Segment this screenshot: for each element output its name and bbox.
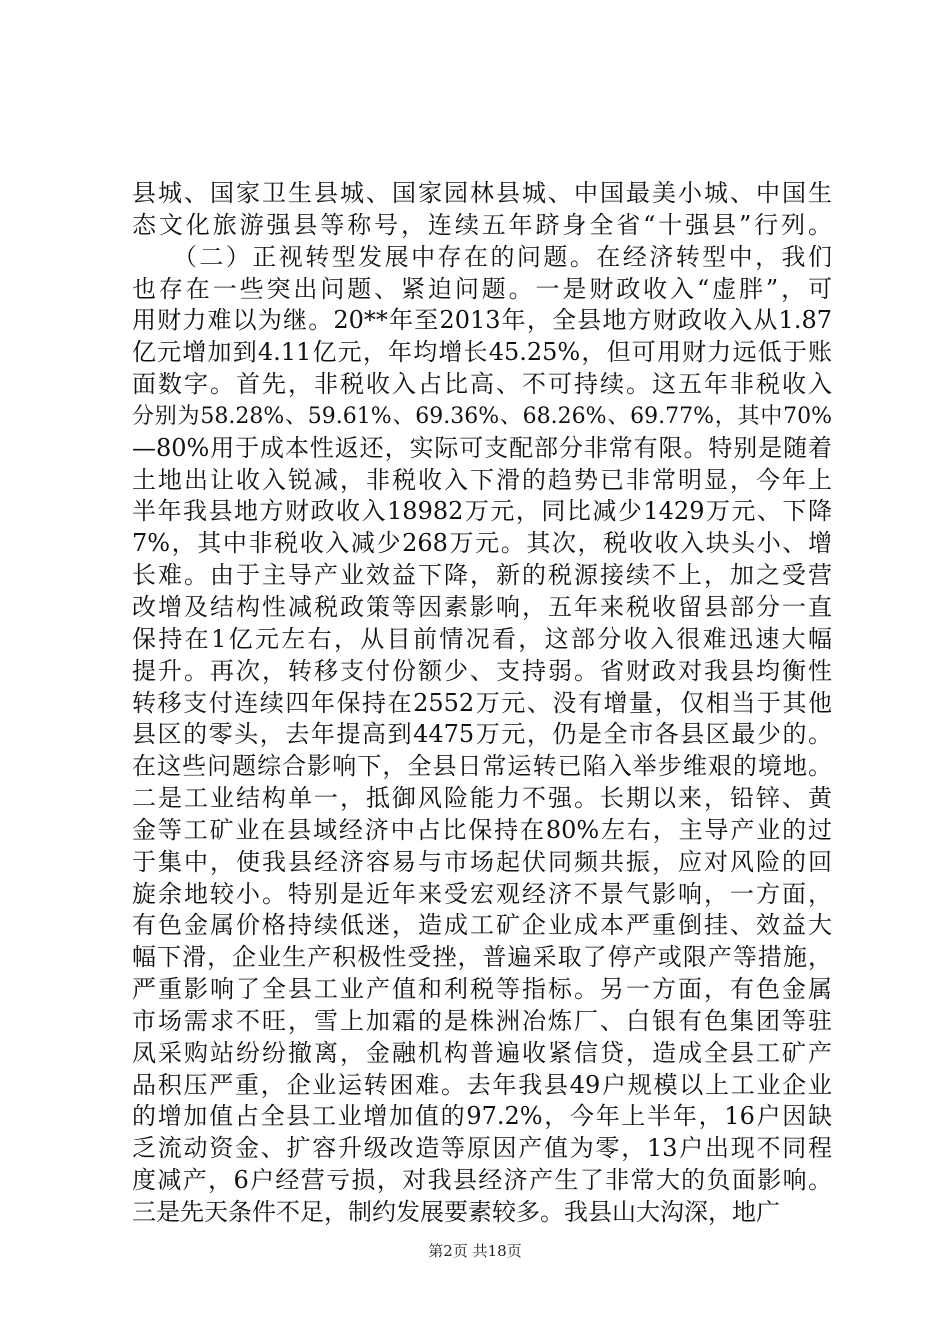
paragraph-line: 态文化旅游强县等称号，连续五年跻身全省“十强县”行列。 bbox=[132, 210, 832, 239]
paragraph-line: 7%，其中非税收入减少268万元。其次，税收收入块头小、增 bbox=[132, 529, 832, 558]
paragraph-line: 的增加值占全县工业增加值的97.2%，今年上半年，16户因缺 bbox=[132, 1102, 832, 1131]
paragraph-line: 半年我县地方财政收入18982万元，同比减少1429万元、下降 bbox=[132, 497, 832, 526]
paragraph-line: 严重影响了全县工业产值和利税等指标。另一方面，有色金属 bbox=[132, 975, 832, 1004]
paragraph-line: 县城、国家卫生县城、国家园林县城、中国最美小城、中国生 bbox=[132, 179, 832, 207]
paragraph-line: 凤采购站纷纷撤离，金融机构普遍收紧信贷，造成全县工矿产 bbox=[132, 1038, 832, 1067]
paragraph-line: 金等工矿业在县域经济中占比保持在80%左右，主导产业的过 bbox=[132, 815, 832, 844]
paragraph-line: 市场需求不旺，雪上加霜的是株洲冶炼厂、白银有色集团等驻 bbox=[132, 1006, 832, 1035]
paragraph-line: 旋余地较小。特别是近年来受宏观经济不景气影响，一方面， bbox=[132, 879, 832, 908]
paragraph-line: 品积压严重，企业运转困难。去年我县49户规模以上工业企业 bbox=[132, 1070, 832, 1099]
paragraph-line: 乏流动资金、扩容升级改造等原因产值为零，13户出现不同程 bbox=[132, 1134, 832, 1163]
paragraph-line: 长难。由于主导产业效益下降，新的税源接续不上，加之受营 bbox=[132, 561, 832, 590]
paragraph-line: 转移支付连续四年保持在2552万元、没有增量，仅相当于其他 bbox=[132, 688, 832, 717]
paragraph-line: 保持在1亿元左右，从目前情况看，这部分收入很难迅速大幅 bbox=[132, 624, 832, 653]
paragraph-line: 二是工业结构单一，抵御风险能力不强。长期以来，铅锌、黄 bbox=[132, 784, 832, 813]
paragraph-line: 也存在一些突出问题、紧迫问题。一是财政收入“虚胖”，可 bbox=[132, 274, 832, 303]
paragraph-line: 亿元增加到4.11亿元，年均增长45.25%，但可用财力远低于账 bbox=[132, 338, 832, 367]
paragraph-line: 分别为58.28%、59.61%、69.36%、68.26%、69.77%，其中70% bbox=[132, 403, 832, 429]
paragraph-line: 幅下滑，企业生产积极性受挫，普遍采取了停产或限产等措施， bbox=[132, 943, 832, 972]
paragraph-line: 面数字。首先，非税收入占比高、不可持续。这五年非税收入 bbox=[132, 370, 832, 399]
paragraph-line: 有色金属价格持续低迷，造成工矿企业成本严重倒挂、效益大 bbox=[132, 911, 832, 940]
paragraph-line: 土地出让收入锐减，非税收入下滑的趋势已非常明显，今年上 bbox=[132, 465, 832, 494]
paragraph-line: 在这些问题综合影响下，全县日常运转已陷入举步维艰的境地。 bbox=[132, 752, 832, 781]
paragraph-line: 用财力难以为继。20**年至2013年，全县地方财政收入从1.87 bbox=[132, 306, 832, 335]
paragraph-line: （二）正视转型发展中存在的问题。在经济转型中，我们 bbox=[132, 242, 832, 271]
paragraph-line: 县区的零头，去年提高到4475万元，仍是全市各县区最少的。 bbox=[132, 720, 832, 749]
paragraph-line: 改增及结构性减税政策等因素影响，五年来税收留县部分一直 bbox=[132, 592, 832, 621]
paragraph-line: 于集中，使我县经济容易与市场起伏同频共振，应对风险的回 bbox=[132, 847, 832, 876]
paragraph-line: 提升。再次，转移支付份额少、支持弱。省财政对我县均衡性 bbox=[132, 656, 832, 685]
paragraph-line: 三是先天条件不足，制约发展要素较多。我县山大沟深，地广 bbox=[132, 1198, 780, 1226]
paragraph-line: —80%用于成本性返还，实际可支配部分非常有限。特别是随着 bbox=[132, 433, 832, 462]
page-number-footer: 第2页 共18页 bbox=[428, 1242, 522, 1260]
body-text bbox=[132, 178, 832, 1229]
paragraph-line: 度减产，6户经营亏损，对我县经济产生了非常大的负面影响。 bbox=[132, 1166, 832, 1195]
